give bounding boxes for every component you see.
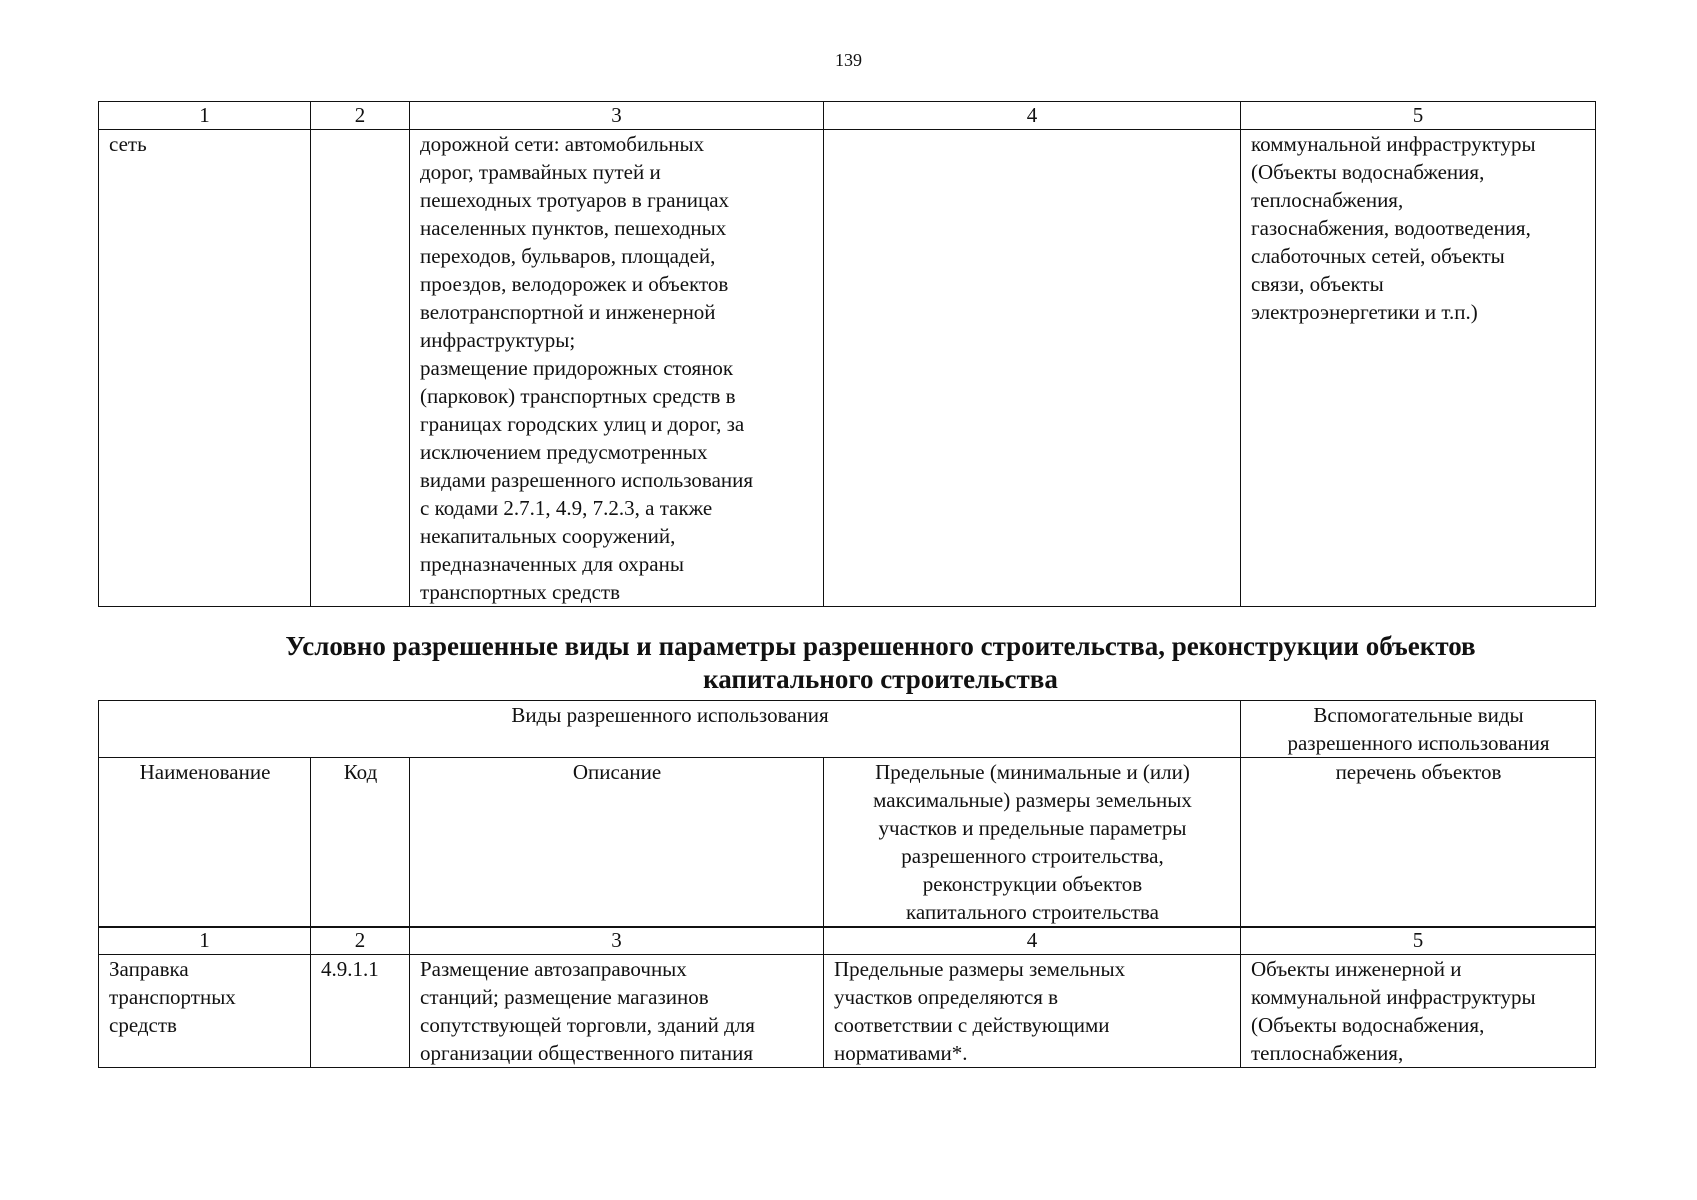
group-header: Виды разрешенного использования <box>99 701 1241 758</box>
text-line: реконструкции объектов <box>922 872 1143 896</box>
column-number-row <box>99 102 1596 130</box>
group-header-row <box>99 701 1596 758</box>
text-line: коммунальной инфраструктуры <box>1251 985 1536 1009</box>
text-line: (Объекты водоснабжения, <box>1251 1013 1485 1037</box>
column-number: 2 <box>311 927 410 955</box>
text-line: Размещение автозаправочных <box>420 957 687 981</box>
table-row <box>99 955 1596 1068</box>
column-number: 4 <box>824 102 1241 130</box>
column-number-row <box>99 927 1596 955</box>
text-line: населенных пунктов, пешеходных <box>420 216 727 240</box>
conditional-uses-table <box>98 926 1596 1068</box>
text-line: инфраструктуры; <box>420 328 576 352</box>
text-line: пешеходных тротуаров в границах <box>420 188 730 212</box>
text-line: сопутствующей торговли, зданий для <box>420 1013 755 1037</box>
text-line: газоснабжения, водоотведения, <box>1251 216 1531 240</box>
text-line: связи, объекты <box>1251 272 1384 296</box>
text-line: транспортных <box>109 985 236 1009</box>
continuation-table <box>98 101 1596 607</box>
header-name: Наименование <box>99 758 311 928</box>
text-line: нормативами*. <box>834 1041 968 1065</box>
text-line: велотранспортной и инженерной <box>420 300 716 324</box>
text-line: дорог, трамвайных путей и <box>420 160 661 184</box>
heading-line: Условно разрешенные виды и параметры разрешенного строительства, реконструкции объектов <box>285 631 1476 661</box>
text-line: Вспомогательные виды <box>1313 703 1524 727</box>
name-cell: сеть <box>99 130 311 607</box>
text-line: переходов, бульваров, площадей, <box>420 244 716 268</box>
text-line: теплоснабжения, <box>1251 1041 1404 1065</box>
column-number: 5 <box>1241 927 1596 955</box>
text-line: (парковок) транспортных средств в <box>420 384 736 408</box>
code-cell: 4.9.1.1 <box>311 955 410 1068</box>
text-line: соответствии с действующими <box>834 1013 1110 1037</box>
conditional-uses-header-table <box>98 700 1596 928</box>
text-line: капитального строительства <box>906 900 1159 924</box>
text-line: (Объекты водоснабжения, <box>1251 160 1485 184</box>
text-line: участков определяются в <box>834 985 1059 1009</box>
auxiliary-cell <box>1241 130 1596 607</box>
column-number: 1 <box>99 927 311 955</box>
table-row <box>99 130 1596 607</box>
auxiliary-header <box>1241 701 1596 758</box>
text-line: электроэнергетики и т.п.) <box>1251 300 1478 324</box>
text-line: теплоснабжения, <box>1251 188 1404 212</box>
text-line: коммунальной инфраструктуры <box>1251 132 1536 156</box>
name-cell <box>99 955 311 1068</box>
parameters-cell <box>824 130 1241 607</box>
text-line: Объекты инженерной и <box>1251 957 1462 981</box>
text-line: станций; размещение магазинов <box>420 985 709 1009</box>
text-line: границах городских улиц и дорог, за <box>420 412 745 436</box>
text-line: максимальные) размеры земельных <box>873 788 1192 812</box>
header-parameters <box>824 758 1241 928</box>
page-number: 139 <box>835 50 862 70</box>
column-number: 5 <box>1241 102 1596 130</box>
text-line: организации общественного питания <box>420 1041 753 1065</box>
header-code: Код <box>311 758 410 928</box>
text-line: с кодами 2.7.1, 4.9, 7.2.3, а также <box>420 496 713 520</box>
text-line: размещение придорожных стоянок <box>420 356 734 380</box>
text-line: предназначенных для охраны <box>420 552 684 576</box>
description-cell <box>410 130 824 607</box>
text-line: некапитальных сооружений, <box>420 524 676 548</box>
text-line: разрешенного использования <box>1287 731 1550 755</box>
text-line: слаботочных сетей, объекты <box>1251 244 1505 268</box>
text-line: исключением предусмотренных <box>420 440 708 464</box>
text-line: участков и предельные параметры <box>878 816 1187 840</box>
column-number: 2 <box>311 102 410 130</box>
column-number: 1 <box>99 102 311 130</box>
text-line: видами разрешенного использования <box>420 468 754 492</box>
section-heading <box>98 630 1663 696</box>
text-line: разрешенного строительства, <box>901 844 1164 868</box>
text-line: средств <box>109 1013 177 1037</box>
text-line: Заправка <box>109 957 189 981</box>
auxiliary-cell <box>1241 955 1596 1068</box>
text-line: транспортных средств <box>420 580 621 604</box>
description-cell <box>410 955 824 1068</box>
text-line: дорожной сети: автомобильных <box>420 132 705 156</box>
heading-line: капитального строительства <box>703 664 1058 694</box>
text-line: Предельные (минимальные и (или) <box>875 760 1190 784</box>
header-auxiliary: перечень объектов <box>1241 758 1596 928</box>
parameters-cell <box>824 955 1241 1068</box>
column-header-row <box>99 758 1596 928</box>
column-number: 3 <box>410 927 824 955</box>
column-number: 3 <box>410 102 824 130</box>
code-cell <box>311 130 410 607</box>
text-line: проездов, велодорожек и объектов <box>420 272 729 296</box>
header-description: Описание <box>410 758 824 928</box>
column-number: 4 <box>824 927 1241 955</box>
text-line: Предельные размеры земельных <box>834 957 1126 981</box>
